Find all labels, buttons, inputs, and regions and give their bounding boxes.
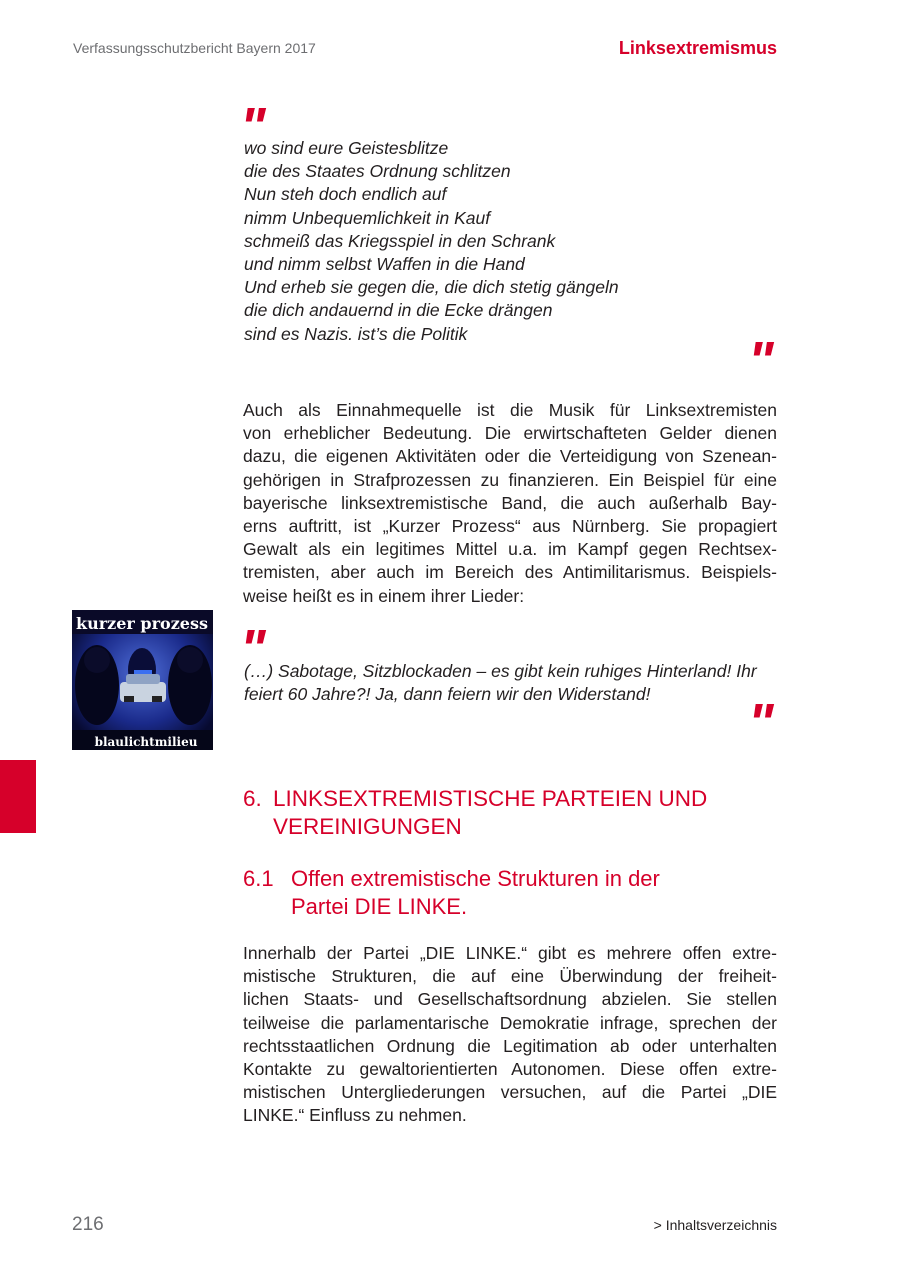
- lyric-line: Und erheb sie gegen die, die dich stetig gängeln: [244, 277, 619, 298]
- text-line: gehörigen in Strafprozessen zu finanzieren. Ein Beispiel für eine: [243, 469, 777, 490]
- body-paragraph-2: [243, 942, 777, 1128]
- section-number: 6.: [243, 786, 262, 811]
- subsection-title-line: Partei DIE LINKE.: [291, 894, 468, 919]
- opening-quote-icon: ": [240, 97, 262, 157]
- closing-quote-icon: ": [748, 693, 770, 753]
- opening-quote-icon: ": [240, 619, 262, 679]
- lyrics-quote-2: [244, 660, 778, 706]
- album-cover-art: [72, 610, 213, 750]
- text-line: weise heißt es in einem ihrer Lieder:: [243, 585, 525, 606]
- lyric-line: nimm Unbequemlichkeit in Kauf: [244, 207, 491, 228]
- text-line: mistischen Untergliederungen versuchen, auf die Partei „DIE: [243, 1082, 777, 1103]
- lyric-line: die dich andauernd in die Ecke drängen: [244, 300, 553, 321]
- text-line: mistische Strukturen, die auf eine Überwindung der freiheit-: [243, 966, 777, 987]
- text-line: erns auftritt, ist „Kurzer Prozess“ aus Nürnberg. Sie propagiert: [243, 516, 777, 537]
- album-title: blaulichtmilieu: [94, 735, 198, 749]
- text-line: Innerhalb der Partei „DIE LINKE.“ gibt es mehrere offen extre-: [243, 943, 777, 963]
- text-line: LINKE.“ Einfluss zu nehmen.: [243, 1105, 467, 1126]
- subsection-heading: [243, 865, 660, 921]
- lyric-line: die des Staates Ordnung schlitzen: [244, 161, 511, 182]
- text-line: rechtsstaatlichen Ordnung die Legitimation ab oder unterhalten: [243, 1035, 777, 1056]
- lyric-line: und nimm selbst Waffen in die Hand: [244, 254, 525, 275]
- lyric-line: Nun steh doch endlich auf: [244, 184, 447, 205]
- lyric-line: (…) Sabotage, Sitzblockaden – es gibt kein ruhiges Hinterland! Ihr: [244, 661, 757, 681]
- text-line: lichen Staats- und Gesellschaftsordnung abzielen. Sie stellen: [243, 989, 777, 1010]
- text-line: Auch als Einnahmequelle ist die Musik für Linksextremisten: [243, 400, 777, 420]
- chapter-marker: [0, 760, 36, 833]
- text-line: tremisten, aber auch im Bereich des Antimilitarismus. Beispiels-: [243, 562, 777, 583]
- text-line: Kontakte zu gewaltorientierten Autonomen. Diese offen extre-: [243, 1059, 777, 1080]
- text-line: teilweise die parlamentarische Demokratie infrage, sprechen der: [243, 1012, 777, 1033]
- lyrics-quote-1: [244, 137, 764, 346]
- text-line: Gewalt als ein legitimes Mittel u.a. im Kampf gegen Rechtsex-: [243, 539, 777, 560]
- text-line: von erheblicher Bedeutung. Die erwirtschafteten Gelder dienen: [243, 423, 777, 444]
- section-title-line: LINKSEXTREMISTISCHE PARTEIEN UND: [273, 786, 708, 811]
- chapter-title: Linksextremismus: [618, 38, 777, 58]
- page-number: 216: [72, 1214, 104, 1235]
- section-title-line: VEREINIGUNGEN: [273, 814, 462, 839]
- closing-quote-icon: ": [748, 331, 770, 391]
- table-of-contents-link[interactable]: > Inhaltsverzeichnis: [653, 1217, 777, 1233]
- subsection-title-line: Offen extremistische Strukturen in der: [291, 866, 660, 891]
- running-header-title: Verfassungsschutzbericht Bayern 2017: [73, 40, 316, 56]
- section-heading: [243, 785, 707, 841]
- lyric-line: sind es Nazis. ist’s die Politik: [244, 323, 468, 344]
- text-line: dazu, die eigenen Aktivitäten oder die Verteidigung von Szenean-: [243, 446, 777, 467]
- album-cover-image: [72, 610, 213, 750]
- album-band-name: kurzer prozess: [76, 614, 208, 633]
- body-paragraph-1: [243, 399, 777, 608]
- lyric-line: feiert 60 Jahre?! Ja, dann feiern wir den Widerstand!: [244, 684, 651, 705]
- lyric-line: schmeiß das Kriegsspiel in den Schrank: [244, 230, 556, 251]
- text-line: bayerische linksextremistische Band, die auch außerhalb Bay-: [243, 492, 777, 513]
- lyric-line: wo sind eure Geistesblitze: [244, 138, 449, 158]
- subsection-number: 6.1: [243, 866, 274, 891]
